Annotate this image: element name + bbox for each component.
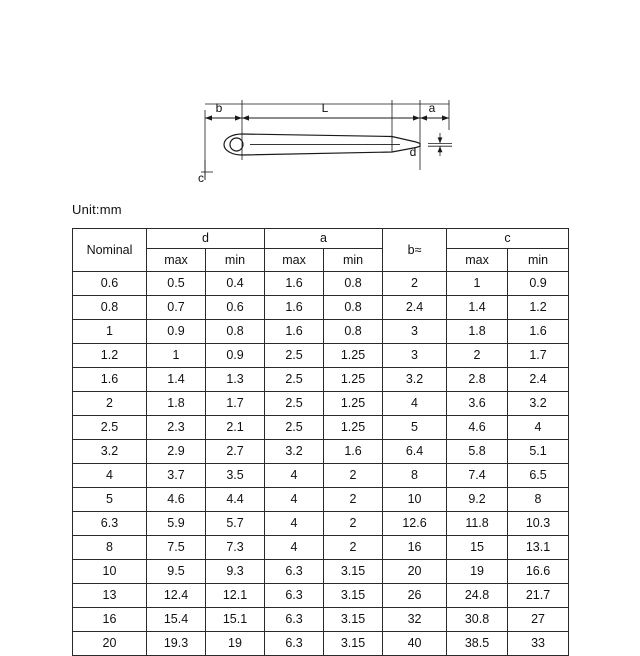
cell-a-min: 3.15	[324, 584, 383, 608]
table-row	[73, 584, 569, 608]
header-a-max: max	[265, 249, 324, 272]
cell-c-min: 10.3	[508, 512, 569, 536]
cell-b: 26	[383, 584, 447, 608]
cell-d-min: 7.3	[206, 536, 265, 560]
cell-a-max: 4	[265, 536, 324, 560]
cell-d-min: 1.7	[206, 392, 265, 416]
cell-c-min: 0.9	[508, 272, 569, 296]
header-d: d	[147, 229, 265, 249]
cell-c-max: 4.6	[447, 416, 508, 440]
cell-c-max: 15	[447, 536, 508, 560]
cell-a-min: 0.8	[324, 272, 383, 296]
cell-nominal: 8	[73, 536, 147, 560]
header-b: b≈	[383, 229, 447, 272]
cell-a-min: 1.25	[324, 392, 383, 416]
cell-d-max: 3.7	[147, 464, 206, 488]
cell-d-max: 0.5	[147, 272, 206, 296]
table-row	[73, 272, 569, 296]
cell-d-min: 3.5	[206, 464, 265, 488]
table-row	[73, 296, 569, 320]
cell-nominal: 5	[73, 488, 147, 512]
table-head	[73, 229, 569, 272]
cell-c-min: 5.1	[508, 440, 569, 464]
cell-d-min: 15.1	[206, 608, 265, 632]
unit-label: Unit:mm	[72, 202, 122, 217]
cell-d-max: 12.4	[147, 584, 206, 608]
cell-b: 2.4	[383, 296, 447, 320]
cell-nominal: 13	[73, 584, 147, 608]
cell-nominal: 4	[73, 464, 147, 488]
cell-nominal: 20	[73, 632, 147, 656]
cell-b: 2	[383, 272, 447, 296]
cell-a-max: 3.2	[265, 440, 324, 464]
table-row	[73, 368, 569, 392]
label-a: a	[428, 101, 436, 115]
cell-c-max: 19	[447, 560, 508, 584]
cell-c-max: 38.5	[447, 632, 508, 656]
label-b: b	[215, 101, 223, 115]
cell-c-max: 2.8	[447, 368, 508, 392]
cell-c-max: 30.8	[447, 608, 508, 632]
cell-d-max: 2.3	[147, 416, 206, 440]
cell-c-min: 21.7	[508, 584, 569, 608]
cell-d-max: 2.9	[147, 440, 206, 464]
table-row	[73, 320, 569, 344]
label-d: d	[409, 145, 417, 159]
cell-d-max: 0.7	[147, 296, 206, 320]
table-row	[73, 608, 569, 632]
cell-c-max: 9.2	[447, 488, 508, 512]
cell-d-min: 0.4	[206, 272, 265, 296]
cell-c-min: 1.2	[508, 296, 569, 320]
specification-table-container	[72, 228, 568, 656]
cell-d-max: 1	[147, 344, 206, 368]
cell-d-max: 9.5	[147, 560, 206, 584]
cell-d-max: 4.6	[147, 488, 206, 512]
cell-a-min: 1.25	[324, 416, 383, 440]
cell-b: 3.2	[383, 368, 447, 392]
cell-a-max: 4	[265, 464, 324, 488]
header-nominal: Nominal	[73, 229, 147, 272]
table-row	[73, 512, 569, 536]
cell-c-max: 2	[447, 344, 508, 368]
cell-d-max: 1.4	[147, 368, 206, 392]
table-row	[73, 344, 569, 368]
cell-a-min: 2	[324, 488, 383, 512]
cell-c-min: 27	[508, 608, 569, 632]
cell-d-min: 1.3	[206, 368, 265, 392]
label-c: c	[198, 171, 204, 185]
header-c: c	[447, 229, 569, 249]
cell-b: 8	[383, 464, 447, 488]
cell-a-max: 4	[265, 512, 324, 536]
table-row	[73, 560, 569, 584]
cell-nominal: 6.3	[73, 512, 147, 536]
header-d-max: max	[147, 249, 206, 272]
cell-nominal: 3.2	[73, 440, 147, 464]
cell-nominal: 10	[73, 560, 147, 584]
cell-d-min: 5.7	[206, 512, 265, 536]
cell-d-min: 2.1	[206, 416, 265, 440]
cell-nominal: 16	[73, 608, 147, 632]
header-c-min: min	[508, 249, 569, 272]
cell-c-min: 13.1	[508, 536, 569, 560]
cell-c-max: 11.8	[447, 512, 508, 536]
cell-c-min: 3.2	[508, 392, 569, 416]
header-c-max: max	[447, 249, 508, 272]
cell-a-min: 3.15	[324, 632, 383, 656]
cell-a-min: 0.8	[324, 296, 383, 320]
cell-a-max: 6.3	[265, 632, 324, 656]
cell-c-min: 33	[508, 632, 569, 656]
cell-b: 32	[383, 608, 447, 632]
cell-c-min: 16.6	[508, 560, 569, 584]
cell-b: 20	[383, 560, 447, 584]
cell-nominal: 0.8	[73, 296, 147, 320]
table-row	[73, 464, 569, 488]
cell-c-max: 3.6	[447, 392, 508, 416]
cell-a-min: 2	[324, 536, 383, 560]
cell-a-min: 3.15	[324, 560, 383, 584]
cell-c-min: 1.6	[508, 320, 569, 344]
cell-a-max: 1.6	[265, 320, 324, 344]
cell-a-max: 6.3	[265, 584, 324, 608]
cell-a-max: 6.3	[265, 560, 324, 584]
cell-d-max: 0.9	[147, 320, 206, 344]
table-body	[73, 272, 569, 656]
cell-c-max: 1	[447, 272, 508, 296]
cell-a-min: 1.25	[324, 368, 383, 392]
cell-a-min: 3.15	[324, 608, 383, 632]
cell-d-max: 19.3	[147, 632, 206, 656]
cotter-pin-drawing	[0, 0, 640, 200]
cell-nominal: 2.5	[73, 416, 147, 440]
cell-d-min: 0.6	[206, 296, 265, 320]
cell-nominal: 0.6	[73, 272, 147, 296]
cell-a-max: 2.5	[265, 368, 324, 392]
cell-b: 4	[383, 392, 447, 416]
cell-c-max: 1.8	[447, 320, 508, 344]
cell-c-min: 8	[508, 488, 569, 512]
cell-a-max: 2.5	[265, 392, 324, 416]
cell-b: 6.4	[383, 440, 447, 464]
cell-d-min: 0.9	[206, 344, 265, 368]
cell-d-min: 0.8	[206, 320, 265, 344]
cell-c-min: 4	[508, 416, 569, 440]
cell-a-min: 1.25	[324, 344, 383, 368]
table-header-group-row	[73, 229, 569, 249]
cell-d-min: 12.1	[206, 584, 265, 608]
cell-a-max: 4	[265, 488, 324, 512]
cell-b: 3	[383, 344, 447, 368]
cell-d-max: 5.9	[147, 512, 206, 536]
header-a-min: min	[324, 249, 383, 272]
cell-a-min: 2	[324, 512, 383, 536]
cell-d-min: 2.7	[206, 440, 265, 464]
cell-b: 5	[383, 416, 447, 440]
specification-table	[72, 228, 569, 656]
cell-d-min: 19	[206, 632, 265, 656]
cell-a-min: 1.6	[324, 440, 383, 464]
cotter-pin-svg	[0, 0, 640, 200]
cell-nominal: 1	[73, 320, 147, 344]
cell-c-min: 2.4	[508, 368, 569, 392]
cell-b: 10	[383, 488, 447, 512]
table-row	[73, 536, 569, 560]
header-a: a	[265, 229, 383, 249]
cell-nominal: 1.2	[73, 344, 147, 368]
cell-d-max: 1.8	[147, 392, 206, 416]
table-row	[73, 416, 569, 440]
cell-b: 40	[383, 632, 447, 656]
cell-c-min: 6.5	[508, 464, 569, 488]
cell-c-max: 24.8	[447, 584, 508, 608]
cell-c-max: 7.4	[447, 464, 508, 488]
cell-nominal: 1.6	[73, 368, 147, 392]
cell-nominal: 2	[73, 392, 147, 416]
cell-d-max: 7.5	[147, 536, 206, 560]
cell-d-min: 9.3	[206, 560, 265, 584]
cell-b: 16	[383, 536, 447, 560]
cell-a-min: 2	[324, 464, 383, 488]
cell-d-min: 4.4	[206, 488, 265, 512]
cell-d-max: 15.4	[147, 608, 206, 632]
cell-a-max: 6.3	[265, 608, 324, 632]
cell-c-max: 1.4	[447, 296, 508, 320]
cell-c-min: 1.7	[508, 344, 569, 368]
table-row	[73, 392, 569, 416]
cell-b: 3	[383, 320, 447, 344]
cell-a-min: 0.8	[324, 320, 383, 344]
cell-a-max: 1.6	[265, 272, 324, 296]
cell-a-max: 2.5	[265, 416, 324, 440]
cell-a-max: 1.6	[265, 296, 324, 320]
cell-c-max: 5.8	[447, 440, 508, 464]
table-header-sub-row	[73, 249, 569, 272]
table-row	[73, 488, 569, 512]
cell-b: 12.6	[383, 512, 447, 536]
label-L: L	[321, 101, 329, 115]
header-d-min: min	[206, 249, 265, 272]
cell-a-max: 2.5	[265, 344, 324, 368]
table-row	[73, 440, 569, 464]
table-row	[73, 632, 569, 656]
